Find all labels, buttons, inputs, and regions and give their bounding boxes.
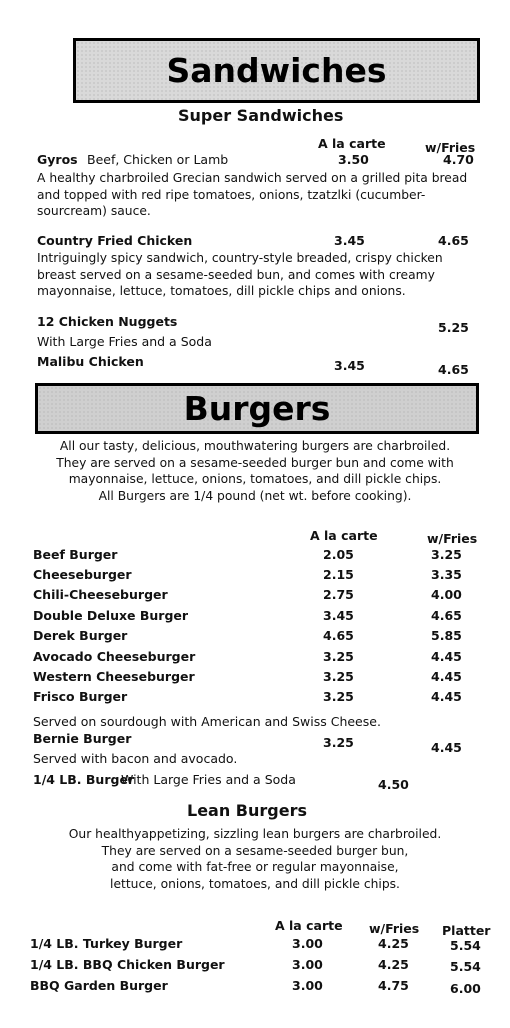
item-name: Bernie Burger [33,731,132,746]
item-name: BBQ Garden Burger [30,978,168,993]
lean-row [30,957,480,975]
item-name: 1/4 LB. Turkey Burger [30,936,183,951]
burgers-intro [20,438,490,504]
lean-intro-line: Our healthyappetizing, sizzling lean burgers are charbroiled. [68,827,442,841]
price-platter: 5.54 [450,959,481,974]
item-name: Country Fried Chicken [37,233,193,248]
burger-row [33,608,483,626]
price-alacarte: 3.50 [338,152,369,167]
price-alacarte: 2.15 [323,567,354,582]
menu-item-gyros [33,152,483,170]
burgers-intro-line: They are served on a sesame-seeded burger bun and come with [56,455,454,470]
price-fries: 4.65 [438,233,469,248]
price-alacarte: 3.25 [323,669,354,684]
price-fries: 4.25 [378,957,409,972]
item-name: Malibu Chicken [37,354,144,369]
item-name: 1/4 LB. Burger [33,772,135,787]
burger-row [33,689,483,707]
lean-col-platter: Platter [442,923,491,938]
burgers-col-alacarte: A la carte [310,528,378,543]
burger-row [33,669,483,687]
price-platter: 6.00 [450,981,481,996]
price-fries: 4.45 [431,669,462,684]
price-alacarte: 3.45 [323,608,354,623]
lean-col-fries: w/Fries [369,921,420,936]
lean-intro [20,826,490,892]
burgers-intro-line: All Burgers are 1/4 pound (net wt. before cooking). [98,488,412,503]
price-fries: 4.45 [431,649,462,664]
price-fries: 4.65 [438,362,469,377]
lean-row [30,936,480,954]
item-name: Western Cheeseburger [33,669,195,684]
price-platter: 5.54 [450,938,481,953]
price-alacarte: 3.45 [334,358,365,373]
item-name: Chili-Cheeseburger [33,587,168,602]
burger-row-bernie [33,731,483,755]
burger-row [33,649,483,667]
price-fries: 4.45 [431,689,462,704]
price-alacarte: 3.25 [323,735,354,750]
price-alacarte: 3.00 [292,957,323,972]
menu-item-malibu-chicken [33,354,483,377]
item-name: Derek Burger [33,628,128,643]
frisco-note: Served on sourdough with American and Swiss Cheese. [33,714,381,729]
price-alacarte: 4.65 [323,628,354,643]
price-alacarte: 3.00 [292,936,323,951]
lean-row [30,978,480,996]
price-alacarte: 3.25 [323,649,354,664]
lean-burgers-heading: Lean Burgers [187,801,307,820]
menu-item-country-fried-chicken [33,233,483,251]
price-fries: 4.75 [378,978,409,993]
price-alacarte: 3.00 [292,978,323,993]
item-name: Avocado Cheeseburger [33,649,196,664]
item-name: Beef Burger [33,547,118,562]
price-alacarte: 2.05 [323,547,354,562]
price-fries: 4.45 [431,740,462,755]
item-name: Frisco Burger [33,689,128,704]
price-fries: 3.25 [431,547,462,562]
price-fries: 3.35 [431,567,462,582]
price-fries: 5.85 [431,628,462,643]
burger-row [33,587,483,605]
bernie-note: Served with bacon and avocado. [33,751,238,766]
price: 4.50 [378,777,409,792]
price-alacarte: 3.25 [323,689,354,704]
burgers-intro-line: All our tasty, delicious, mouthwatering burgers are charbroiled. [59,439,451,453]
price-fries: 4.65 [431,608,462,623]
menu-item-chicken-nuggets [33,314,483,335]
price-fries: 4.70 [443,152,474,167]
super-sandwiches-heading: Super Sandwiches [178,106,344,125]
price-fries: 4.25 [378,936,409,951]
lean-intro-line: They are served on a sesame-seeded burger bun, [101,843,409,858]
sandwiches-banner [73,38,480,103]
sandwiches-col-fries: w/Fries [425,140,476,155]
item-note: With Large Fries and a Soda [121,772,296,787]
lean-col-alacarte: A la carte [275,918,343,933]
item-name: 12 Chicken Nuggets [37,314,178,329]
burgers-col-fries: w/Fries [427,531,478,546]
burger-row-quarter-lb [33,772,483,790]
item-variant: Beef, Chicken or Lamb [87,152,229,167]
burger-row [33,628,483,646]
price-fries: 4.00 [431,587,462,602]
burger-row [33,567,483,585]
burger-row [33,547,483,565]
lean-intro-line: and come with fat-free or regular mayonnaise, [111,860,399,875]
item-name: Cheeseburger [33,567,132,582]
gyros-description: A healthy charbroiled Grecian sandwich served on a grilled pita bread and topped with red ripe tomatoes, onions, tzatzlki (cucumber-sourcream) sauce. [37,171,468,218]
burgers-title: Burgers [183,389,331,428]
price-alacarte: 3.45 [334,233,365,248]
lean-intro-line: lettuce, onions, tomatoes, and dill pickle chips. [110,876,400,891]
nuggets-note: With Large Fries and a Soda [37,334,212,349]
burgers-intro-line: mayonnaise, lettuce, onions, tomatoes, and dill pickle chips. [68,472,442,487]
item-name: Gyros [37,152,78,167]
sandwiches-title: Sandwiches [166,51,387,90]
price-alacarte: 2.75 [323,587,354,602]
country-fried-description: Intriguingly spicy sandwich, country-style breaded, crispy chicken breast served on a sesame-seeded bun, and comes with creamy mayonnaise, lettuce, tomatoes, dill pickle chips and onions. [37,251,443,298]
item-name: Double Deluxe Burger [33,608,189,623]
burgers-banner [35,383,479,434]
sandwiches-col-alacarte: A la carte [318,136,386,151]
item-name: 1/4 LB. BBQ Chicken Burger [30,957,225,972]
price: 5.25 [438,320,469,335]
